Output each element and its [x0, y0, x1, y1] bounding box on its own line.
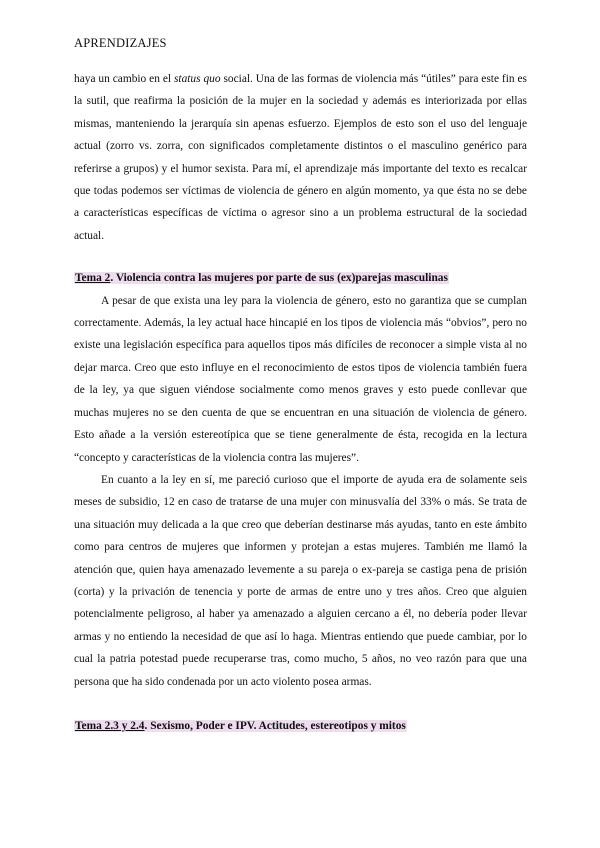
body-paragraph: En cuanto a la ley en sí, me pareció curioso que el importe de ayuda era de solamente seis meses de subsidio, 12 en caso de tratarse de una mujer con minusvalía del 33% o más. Se trata de una situación muy delicada a la que creo que deberían destinarse más ayudas, tanto en este ámbito como para centros de mujeres que informen y protejan a estas mujeres. También me llamó la atención que, quien haya amenazado levemente a su pareja o ex-pareja se castiga pena de prisión (corta) y la privación de tenencia y porte de armas de entre uno y tres años. Creo que alguien potencialmente peligroso, al haber ya amenazado a alguien cercano a él, no debería poder llevar armas y no entiendo la necesidad de que así lo haga. Mientras entiendo que puede cambiar, por lo cual la patria potestad puede recuperarse tras, como mucho, 5 años, no veo razón para que una persona que ha sido condenada por un acto violento posea armas.: [74, 473, 527, 688]
section-heading-tema-2: [74, 267, 527, 289]
paragraph-lead-text: haya un cambio en el: [74, 73, 174, 85]
italic-term: status quo: [173, 73, 221, 85]
section-title: . Violencia contra las mujeres por parte de sus (ex)parejas masculinas: [110, 272, 448, 285]
body-paragraph: A pesar de que exista una ley para la violencia de género, esto no garantiza que se cumplan correctamente. Además, la ley actual hace hincapié en los tipos de violencia más “obvios”, pero no existe una legislación específica para aquellos tipos más difíciles de reconocer a simple vista al no dejar marca. Creo que esto influye en el reconocimiento de estos tipos de violencia también fuera de la ley, ya que siguen viéndose socialmente como menos graves y esto puede conllevar que muchas mujeres no se den cuenta de que se encuentran en una situación de violencia de género. Esto añade a la versión estereotípica que se tiene generalmente de ésta, recogida en la lectura “concepto y características de la violencia contra las mujeres”.: [74, 294, 527, 464]
paragraph-rest-text: social. Una de las formas de violencia más “útiles” para este fin es la sutil, que reafirma la posición de la mujer en la sociedad y además es interiorizada por ellas mismas, manteniendo la jerarquía sin apenas esfuerzo. Ejemplos de esto son el uso del lenguaje actual (zorro vs. zorra, con significados completamente distintos o el masculino genérico para referirse a grupos) y el humor sexista. Para mí, el aprendizaje más importante del texto es recalcar que todas podemos ser víctimas de violencia de género en algún momento, ya que ésta no se debe a características específicas de víctima o agresor sino a un problema estructural de la sociedad actual.: [74, 73, 527, 242]
section-label: Tema 2: [75, 272, 111, 285]
document-body: [74, 68, 527, 737]
section-heading-tema-2-3: [74, 715, 527, 737]
paragraph-continuation: [74, 68, 527, 247]
page-header: APRENDIZAJES: [74, 36, 167, 50]
section-label: Tema 2.3 y 2.4: [75, 719, 145, 732]
section-title: . Sexismo, Poder e IPV. Actitudes, estereotipos y mitos: [144, 719, 406, 732]
